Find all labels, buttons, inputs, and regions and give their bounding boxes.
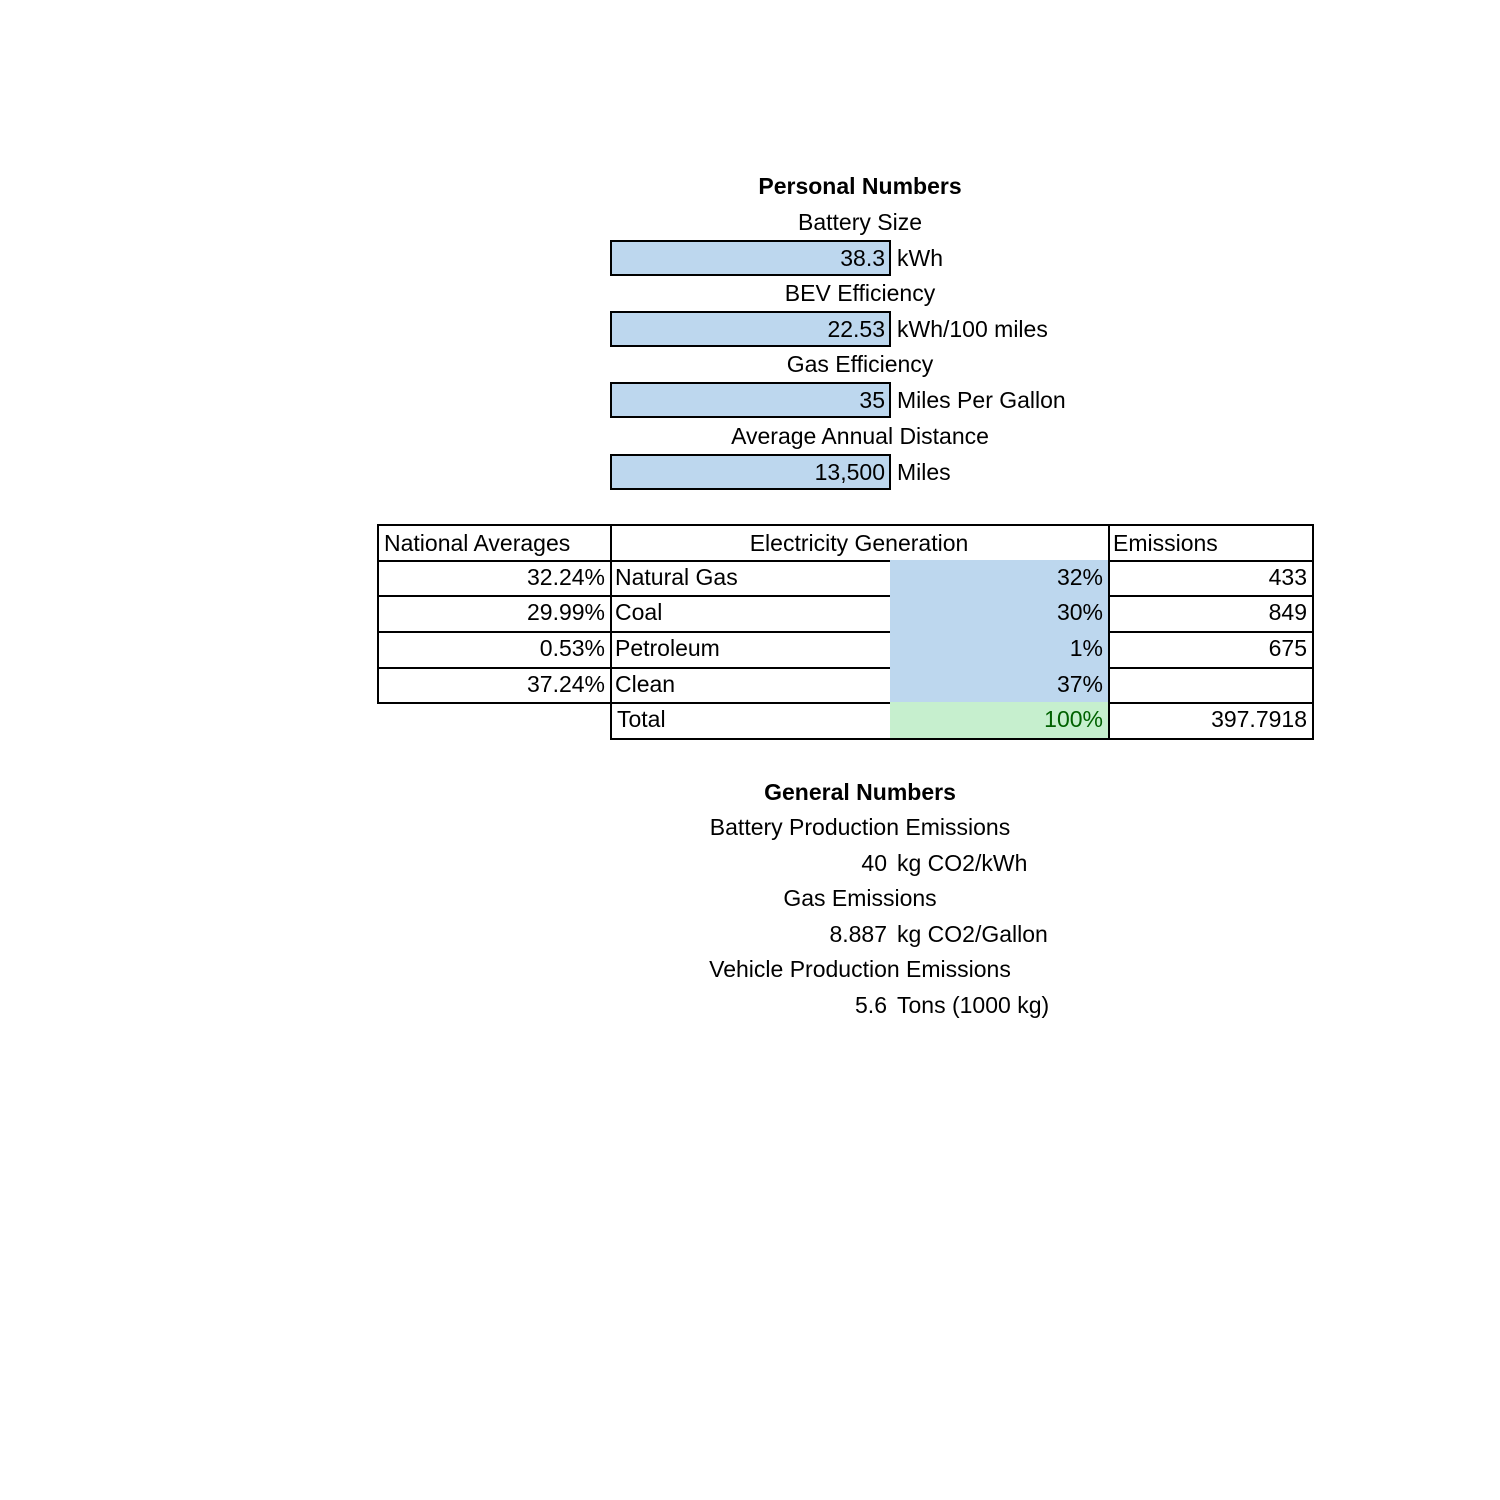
source-natural-gas: Natural Gas xyxy=(610,560,892,597)
emissions-clean xyxy=(1108,667,1314,704)
battery-production-label: Battery Production Emissions xyxy=(709,814,1011,840)
gas-emissions-unit: kg CO2/Gallon xyxy=(897,921,1048,947)
national-average-coal: 29.99% xyxy=(377,595,612,633)
bev-efficiency-unit: kWh/100 miles xyxy=(897,316,1048,342)
gas-emissions-value: 8.887 xyxy=(829,921,887,947)
emissions-natural-gas: 433 xyxy=(1108,560,1314,597)
emissions-petroleum: 675 xyxy=(1108,631,1314,669)
battery-size-unit: kWh xyxy=(897,245,943,271)
gas-efficiency-label: Gas Efficiency xyxy=(786,351,934,377)
gas-emissions-label: Gas Emissions xyxy=(783,885,937,911)
total-share: 100% xyxy=(890,702,1110,740)
header-emissions: Emissions xyxy=(1108,524,1314,562)
share-petroleum-input[interactable]: 1% xyxy=(890,631,1110,669)
battery-production-value: 40 xyxy=(861,850,887,876)
national-average-clean: 37.24% xyxy=(377,667,612,704)
vehicle-production-unit: Tons (1000 kg) xyxy=(897,992,1050,1018)
personal-numbers-title: Personal Numbers xyxy=(758,173,962,199)
general-numbers-title: General Numbers xyxy=(764,779,956,805)
bev-efficiency-label: BEV Efficiency xyxy=(784,280,936,306)
source-clean: Clean xyxy=(610,667,892,704)
emissions-coal: 849 xyxy=(1108,595,1314,633)
battery-production-unit: kg CO2/kWh xyxy=(897,850,1028,876)
total-emissions: 397.7918 xyxy=(1108,702,1314,740)
battery-size-label: Battery Size xyxy=(798,209,922,235)
bev-efficiency-input[interactable]: 22.53 xyxy=(610,311,891,347)
annual-distance-unit: Miles xyxy=(897,459,951,485)
total-label: Total xyxy=(610,702,892,740)
national-average-petroleum: 0.53% xyxy=(377,631,612,669)
battery-size-input[interactable]: 38.3 xyxy=(610,240,891,276)
share-natural-gas-input[interactable]: 32% xyxy=(890,560,1110,597)
source-coal: Coal xyxy=(610,595,892,633)
header-national-averages: National Averages xyxy=(377,524,612,562)
share-coal-input[interactable]: 30% xyxy=(890,595,1110,633)
vehicle-production-label: Vehicle Production Emissions xyxy=(709,956,1011,982)
gas-efficiency-unit: Miles Per Gallon xyxy=(897,387,1066,413)
vehicle-production-value: 5.6 xyxy=(855,992,887,1018)
share-clean-input[interactable]: 37% xyxy=(890,667,1110,704)
header-electricity-generation: Electricity Generation xyxy=(610,524,1110,562)
source-petroleum: Petroleum xyxy=(610,631,892,669)
gas-efficiency-input[interactable]: 35 xyxy=(610,382,891,418)
annual-distance-label: Average Annual Distance xyxy=(731,423,989,449)
national-average-natural-gas: 32.24% xyxy=(377,560,612,597)
annual-distance-input[interactable]: 13,500 xyxy=(610,454,891,490)
